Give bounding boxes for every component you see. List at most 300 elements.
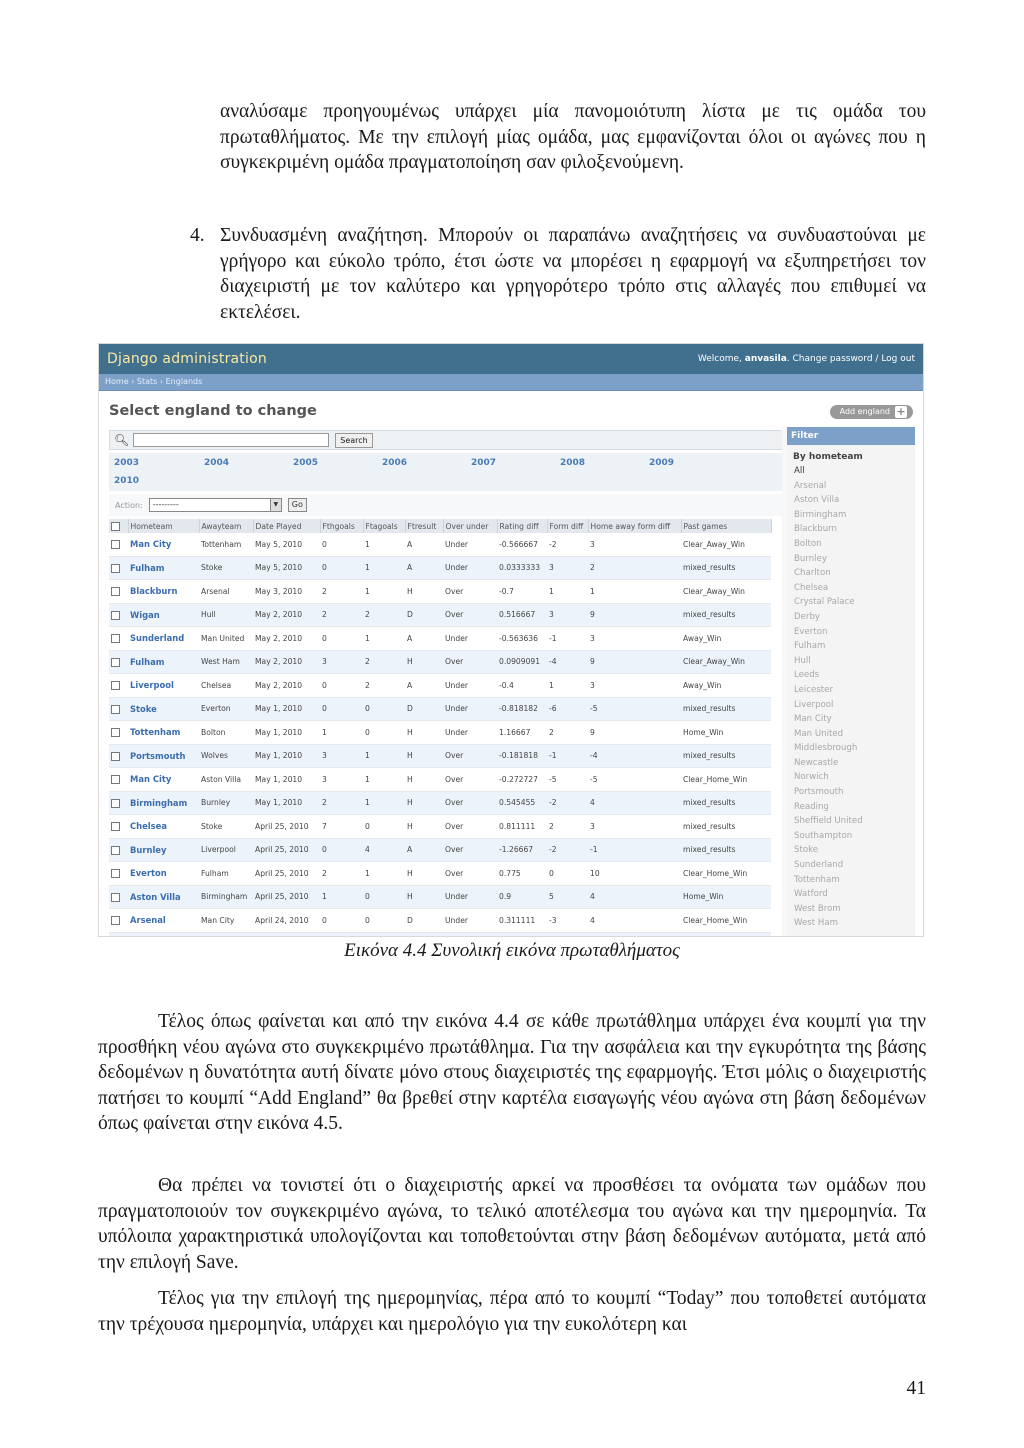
table-cell: -3 [547, 909, 588, 933]
row-checkbox-cell[interactable] [109, 744, 128, 768]
filter-item[interactable]: Charlton [794, 568, 831, 579]
table-cell: 1 [363, 768, 405, 792]
chevron-down-icon: ▼ [270, 499, 281, 511]
checkbox[interactable] [111, 752, 120, 761]
table-cell: 1.16667 [497, 721, 547, 745]
table-cell: 0 [363, 697, 405, 721]
admin-header [99, 344, 923, 374]
filter-item[interactable]: West Ham [794, 918, 838, 929]
row-link[interactable]: Tottenham [128, 721, 199, 745]
table-cell: May 5, 2010 [253, 533, 320, 556]
checkbox[interactable] [111, 587, 120, 596]
table-cell: 2 [320, 580, 363, 604]
table-cell: 1 [320, 721, 363, 745]
table-cell: Tottenham [199, 533, 253, 556]
filter-item[interactable]: Man City [794, 714, 832, 725]
table-cell: Hull [199, 603, 253, 627]
filter-list [787, 464, 915, 931]
table-cell: Liverpool [199, 838, 253, 862]
filter-item[interactable]: Leicester [794, 684, 833, 695]
admin-screenshot-figure [98, 343, 924, 937]
filter-item[interactable]: Tottenham [794, 874, 840, 885]
table-cell: -1 [588, 838, 681, 862]
checkbox[interactable] [111, 893, 120, 902]
table-cell: mixed_results [681, 744, 771, 768]
column-header[interactable]: Form diff [547, 519, 588, 533]
table-cell: 1 [363, 744, 405, 768]
filter-item[interactable]: Derby [794, 611, 820, 622]
table-cell: 0.0909091 [497, 650, 547, 674]
filter-item[interactable]: Norwich [794, 772, 829, 783]
row-link[interactable]: Man City [128, 533, 199, 556]
row-checkbox-cell[interactable] [109, 721, 128, 745]
filter-panel [787, 427, 915, 937]
row-link[interactable]: Burnley [128, 838, 199, 862]
filter-item[interactable]: Sunderland [794, 860, 844, 871]
table-cell: 1 [547, 674, 588, 698]
table-cell: 0 [320, 556, 363, 580]
filter-item[interactable]: Man United [794, 728, 844, 739]
table-cell: -4 [588, 744, 681, 768]
column-header[interactable]: Hometeam [128, 519, 199, 533]
table-cell: Clear_Home_Win [681, 909, 771, 933]
table-row [109, 674, 771, 698]
row-link[interactable]: Sunderland [128, 627, 199, 651]
table-cell: H [405, 650, 443, 674]
table-cell: Clear_Home_Win [681, 862, 771, 886]
paragraph-today [98, 1286, 926, 1337]
date-link[interactable]: 2005 [293, 458, 319, 468]
checkbox[interactable] [111, 540, 120, 549]
table-cell: Wolves [199, 744, 253, 768]
table-cell: April 25, 2010 [253, 862, 320, 886]
table-cell: April 25, 2010 [253, 838, 320, 862]
table-cell: 0.811111 [497, 815, 547, 839]
plus-icon: + [896, 405, 906, 418]
table-row [109, 838, 771, 862]
table-cell: -4 [547, 650, 588, 674]
filter-item[interactable]: Burnley [794, 553, 827, 564]
date-link[interactable]: 2004 [204, 458, 230, 468]
checkbox[interactable] [111, 611, 120, 620]
row-checkbox-cell[interactable] [109, 862, 128, 886]
row-link[interactable]: Everton [128, 862, 199, 886]
table-cell: Clear_Away_Win [681, 650, 771, 674]
table-cell: -5 [588, 697, 681, 721]
table-cell: 1 [588, 580, 681, 604]
table-cell: mixed_results [681, 697, 771, 721]
column-header[interactable]: Over under [443, 519, 497, 533]
column-header[interactable]: Ftresult [405, 519, 443, 533]
filter-item[interactable]: Middlesbrough [794, 743, 858, 754]
list-item-text: Συνδυασμένη αναζήτηση. Μπορούν οι παραπάνω αναζητήσεις να συνδυαστούναι με γρήγορο και εύκολο τρόπο, έτσι ώστε να μπορέσει η εφαρμογή να εξυπηρετήσει τον διαχειριστή με τον καλύτερο και γρηγορότερο τρόπο στις αλλαγές που επιθυμεί να εκτελέσει. [220, 225, 926, 323]
row-checkbox-cell[interactable] [109, 627, 128, 651]
table-cell: -1.26667 [497, 838, 547, 862]
filter-item[interactable]: Blackburn [794, 524, 837, 535]
row-link[interactable]: Man City [128, 768, 199, 792]
filter-item[interactable]: Newcastle [794, 757, 839, 768]
table-cell: 5 [547, 885, 588, 909]
table-header [109, 519, 771, 533]
checkbox[interactable] [111, 681, 120, 690]
filter-item[interactable]: Stoke [794, 845, 819, 856]
row-link[interactable]: Fulham [128, 556, 199, 580]
table-cell: -1 [547, 744, 588, 768]
table-cell: A [405, 674, 443, 698]
column-header[interactable]: Ftagoals [363, 519, 405, 533]
table-cell: 0 [363, 721, 405, 745]
filter-item[interactable]: All [794, 466, 805, 476]
table-cell: 0.311111 [497, 909, 547, 933]
filter-item[interactable]: Bolton [794, 538, 822, 549]
table-cell: A [405, 556, 443, 580]
row-link[interactable]: Liverpool [128, 674, 199, 698]
row-link[interactable]: Birmingham [128, 791, 199, 815]
filter-item[interactable]: Southampton [794, 830, 853, 841]
table-cell [199, 932, 253, 937]
filter-item[interactable]: Fulham [794, 641, 826, 652]
table-cell: -5 [547, 768, 588, 792]
table-row [109, 627, 771, 651]
table-cell: 4 [588, 791, 681, 815]
table-cell: 0 [320, 674, 363, 698]
action-label: Action: [115, 500, 143, 510]
table-cell: Chelsea [199, 674, 253, 698]
table-cell: 2 [547, 815, 588, 839]
table-cell: mixed_results [681, 838, 771, 862]
filter-item[interactable]: Arsenal [794, 480, 827, 491]
table-cell: -1 [547, 627, 588, 651]
table-cell: Birmingham [199, 885, 253, 909]
filter-item[interactable]: Birmingham [794, 509, 847, 520]
table-row [109, 744, 771, 768]
checkbox[interactable] [111, 728, 120, 737]
table-cell: Over [443, 791, 497, 815]
filter-item[interactable]: Sheffield United [794, 816, 863, 827]
table-cell: H [405, 791, 443, 815]
row-checkbox-cell[interactable] [109, 768, 128, 792]
table-cell: -0.7 [497, 580, 547, 604]
table-cell: 0.9 [497, 885, 547, 909]
table-cell: April 24, 2010 [253, 909, 320, 933]
filter-group-title: By hometeam [793, 452, 863, 462]
row-link[interactable]: Blackburn [128, 580, 199, 604]
paragraph-text: Τέλος όπως φαίνεται και από την εικόνα 4.4 σε κάθε πρωτάθλημα υπάρχει ένα κουμπί για την προσθήκη νέου αγώνα στο συγκεκριμένο πρωτάθλημα. Για την ασφάλεια και την εγκυρότητα της βάσης δεδομένων η δυνατότητα αυτή δίνατε μόνο στους διαχειριστές της εφαρμογής. Έτσι μόλις ο διαχειριστής πατήσει το κουμπί “Add England” θα βρεθεί στην καρτέλα εισαγωγής νέου αγώνα στη βάση δεδομένων όπως φαίνεται στην εικόνα 4.5. [98, 1011, 926, 1134]
table-cell: mixed_results [681, 815, 771, 839]
table-cell: Man United [199, 627, 253, 651]
table-cell [443, 932, 497, 937]
table-row [109, 791, 771, 815]
select-all-checkbox-cell[interactable] [109, 519, 128, 533]
table-cell: 2 [320, 862, 363, 886]
table-cell: A [405, 533, 443, 556]
table-cell [588, 932, 681, 937]
table-cell: Under [443, 697, 497, 721]
table-cell: -0.566667 [497, 533, 547, 556]
table-cell: 9 [588, 721, 681, 745]
table-row [109, 815, 771, 839]
table-cell: H [405, 768, 443, 792]
table-cell: mixed_results [681, 556, 771, 580]
date-link[interactable]: 2008 [560, 458, 586, 468]
date-link[interactable]: 2003 [114, 458, 140, 468]
row-checkbox-cell[interactable] [109, 815, 128, 839]
table-cell: April 25, 2010 [253, 885, 320, 909]
paragraph-intro: αναλύσαμε προηγουμένως υπάρχει μία πανομοιότυπη λίστα με τις ομάδα του πρωταθλήματος. Με την επιλογή μίας ομάδα, μας εμφανίζονται όλοι οι αγώνες που η συγκεκριμένη ομάδα πραγματοποίηση σαν φιλοξενούμενη. [220, 101, 926, 173]
date-link[interactable]: 2009 [649, 458, 675, 468]
table-cell: 1 [320, 885, 363, 909]
table-row [109, 721, 771, 745]
table-row [109, 580, 771, 604]
table-cell [320, 932, 363, 937]
table-cell: -0.272727 [497, 768, 547, 792]
table-cell: 2 [320, 603, 363, 627]
row-checkbox-cell[interactable] [109, 885, 128, 909]
table-cell: 0 [363, 909, 405, 933]
filter-item[interactable]: Aston Villa [794, 495, 840, 506]
table-cell: 2 [588, 556, 681, 580]
table-cell: Clear_Away_Win [681, 533, 771, 556]
row-link[interactable] [128, 932, 199, 937]
action-select[interactable] [149, 498, 282, 512]
table-cell: 0 [320, 533, 363, 556]
paragraph-save [98, 1173, 926, 1275]
column-header[interactable]: Date Played [253, 519, 320, 533]
table-cell: May 1, 2010 [253, 721, 320, 745]
filter-item[interactable]: Leeds [794, 670, 820, 681]
table-cell: 1 [363, 556, 405, 580]
figure-caption: Εικόνα 4.4 Συνολική εικόνα πρωταθλήματος [344, 940, 680, 961]
add-button-label: Add england [839, 407, 890, 416]
column-header[interactable]: Home away form diff [588, 519, 681, 533]
table-cell: -0.181818 [497, 744, 547, 768]
table-cell: A [405, 627, 443, 651]
filter-item[interactable]: Liverpool [794, 699, 834, 710]
table-cell: 1 [547, 580, 588, 604]
checkbox[interactable] [111, 822, 120, 831]
filter-item[interactable]: Hull [794, 655, 811, 666]
table-cell: May 5, 2010 [253, 556, 320, 580]
table-cell: -2 [547, 791, 588, 815]
search-button[interactable]: Search [335, 433, 372, 448]
checkbox[interactable] [111, 869, 120, 878]
table-body [109, 533, 771, 937]
row-checkbox-cell[interactable] [109, 674, 128, 698]
row-checkbox-cell[interactable] [109, 932, 128, 937]
table-cell: Bolton [199, 721, 253, 745]
add-england-button[interactable] [830, 405, 913, 419]
table-cell: May 2, 2010 [253, 603, 320, 627]
table-cell: 4 [588, 885, 681, 909]
row-link[interactable]: Portsmouth [128, 744, 199, 768]
table-cell: 7 [320, 815, 363, 839]
row-checkbox-cell[interactable] [109, 909, 128, 933]
table-cell: -0.4 [497, 674, 547, 698]
table-row [109, 533, 771, 556]
row-checkbox-cell[interactable] [109, 533, 128, 556]
table-cell: -2 [547, 533, 588, 556]
table-cell: 0 [320, 627, 363, 651]
table-row [109, 768, 771, 792]
table-cell: Aston Villa [199, 768, 253, 792]
table-cell: 2 [320, 791, 363, 815]
table-cell: May 1, 2010 [253, 768, 320, 792]
search-input[interactable] [133, 433, 329, 447]
checkbox[interactable] [111, 658, 120, 667]
table-cell: 1 [363, 533, 405, 556]
date-link[interactable]: 2006 [382, 458, 408, 468]
table-cell: 3 [588, 533, 681, 556]
date-link[interactable]: 2007 [471, 458, 497, 468]
row-checkbox-cell[interactable] [109, 603, 128, 627]
table-cell: 1 [363, 627, 405, 651]
table-row [109, 650, 771, 674]
table-cell: H [405, 815, 443, 839]
table-cell: H [405, 580, 443, 604]
table-cell: 0 [363, 815, 405, 839]
filter-item[interactable]: Everton [794, 626, 828, 637]
row-checkbox-cell[interactable] [109, 556, 128, 580]
row-checkbox-cell[interactable] [109, 791, 128, 815]
row-checkbox-cell[interactable] [109, 580, 128, 604]
action-selected: --------- [152, 500, 179, 509]
welcome-text: Welcome, [697, 354, 742, 364]
table-cell: Home_Win [681, 885, 771, 909]
username: anvasila [744, 354, 787, 364]
table-cell: D [405, 603, 443, 627]
table-cell: Under [443, 885, 497, 909]
table-cell: -2 [547, 838, 588, 862]
table-cell: 2 [363, 603, 405, 627]
breadcrumb[interactable]: Home › Stats › Englands [99, 374, 923, 391]
table-cell: April 25, 2010 [253, 815, 320, 839]
table-cell: May 1, 2010 [253, 791, 320, 815]
search-bar [109, 430, 785, 450]
table-cell: 2 [547, 721, 588, 745]
row-link[interactable]: Wigan [128, 603, 199, 627]
table-cell: Clear_Home_Win [681, 768, 771, 792]
table-cell: May 3, 2010 [253, 580, 320, 604]
table-cell: Man City [199, 909, 253, 933]
row-checkbox-cell[interactable] [109, 697, 128, 721]
table-cell: -5 [588, 768, 681, 792]
go-button[interactable]: Go [288, 498, 307, 512]
date-hierarchy [109, 453, 785, 491]
checkbox[interactable] [111, 846, 120, 855]
table-cell: 3 [320, 650, 363, 674]
admin-brand: Django administration [107, 351, 267, 367]
list-number: 4. [190, 225, 205, 246]
table-cell: Away_Win [681, 627, 771, 651]
table-cell [547, 932, 588, 937]
filter-item[interactable]: Crystal Palace [794, 597, 855, 608]
checkbox[interactable] [111, 775, 120, 784]
checkbox[interactable] [111, 564, 120, 573]
table-cell: mixed_results [681, 791, 771, 815]
table-cell [253, 932, 320, 937]
table-cell: Over [443, 862, 497, 886]
search-icon: 🔍︎ [114, 433, 130, 447]
table-cell: May 1, 2010 [253, 744, 320, 768]
checkbox[interactable] [111, 634, 120, 643]
table-cell: 0 [320, 697, 363, 721]
table-cell: A [405, 838, 443, 862]
table-cell: -0.563636 [497, 627, 547, 651]
date-link[interactable]: 2010 [114, 476, 140, 486]
column-header[interactable]: Rating diff [497, 519, 547, 533]
table-cell: D [405, 909, 443, 933]
page-number: 41 [906, 1378, 926, 1399]
table-cell: 3 [588, 815, 681, 839]
table-cell: Under [443, 627, 497, 651]
checkbox[interactable] [111, 705, 120, 714]
table-cell: 0.516667 [497, 603, 547, 627]
user-links[interactable]: . Change password / Log out [786, 354, 915, 364]
action-bar [109, 494, 791, 516]
table-cell [405, 932, 443, 937]
filter-item[interactable]: Watford [794, 889, 828, 900]
table-row [109, 932, 771, 937]
table-cell: 2 [363, 674, 405, 698]
table-cell: Away_Win [681, 674, 771, 698]
table-cell: 0 [320, 909, 363, 933]
filter-item[interactable]: Portsmouth [794, 787, 844, 798]
table-row [109, 885, 771, 909]
user-tools [698, 354, 915, 364]
table-cell: 0 [547, 862, 588, 886]
table-cell: 10 [588, 862, 681, 886]
table-cell: H [405, 721, 443, 745]
column-header[interactable]: Past games [681, 519, 771, 533]
checkbox[interactable] [111, 522, 120, 531]
table-cell: D [405, 697, 443, 721]
column-header[interactable]: Fthgoals [320, 519, 363, 533]
column-header[interactable]: Awayteam [199, 519, 253, 533]
row-link[interactable]: Arsenal [128, 909, 199, 933]
checkbox[interactable] [111, 799, 120, 808]
row-checkbox-cell[interactable] [109, 838, 128, 862]
filter-item[interactable]: Reading [794, 801, 829, 812]
row-link[interactable]: Aston Villa [128, 885, 199, 909]
table-cell: 0.0333333 [497, 556, 547, 580]
table-cell: Under [443, 721, 497, 745]
table-cell: May 2, 2010 [253, 650, 320, 674]
table-cell: 3 [588, 627, 681, 651]
table-cell: Over [443, 815, 497, 839]
table-cell: Under [443, 533, 497, 556]
table-cell: 0.545455 [497, 791, 547, 815]
table-cell: Over [443, 744, 497, 768]
table-cell: Fulham [199, 862, 253, 886]
table-row [109, 697, 771, 721]
filter-item[interactable]: Chelsea [794, 582, 829, 593]
table-cell: West Ham [199, 650, 253, 674]
row-link[interactable]: Chelsea [128, 815, 199, 839]
table-cell: Under [443, 674, 497, 698]
filter-item[interactable]: West Brom [794, 903, 841, 914]
row-checkbox-cell[interactable] [109, 650, 128, 674]
table-cell: 3 [547, 603, 588, 627]
table-cell: Home_Win [681, 721, 771, 745]
row-link[interactable]: Stoke [128, 697, 199, 721]
row-link[interactable]: Fulham [128, 650, 199, 674]
table-cell: Under [443, 909, 497, 933]
table-cell: mixed_results [681, 603, 771, 627]
table-cell: 3 [547, 556, 588, 580]
table-cell: 1 [363, 580, 405, 604]
checkbox[interactable] [111, 916, 120, 925]
table-cell: Burnley [199, 791, 253, 815]
